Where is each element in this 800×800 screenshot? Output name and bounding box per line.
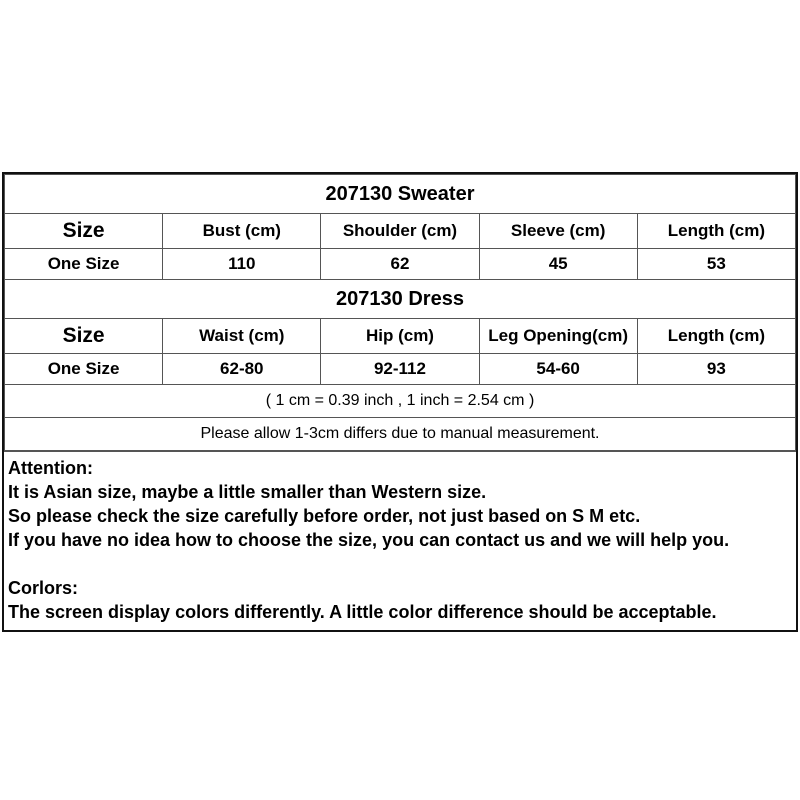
size-chart [2,172,798,632]
measurement-note: Please allow 1-3cm differs due to manual measurement. [5,418,796,451]
dress-hip-value: 92-112 [321,354,479,385]
sweater-table [4,174,796,451]
dress-header-hip: Hip (cm) [321,319,479,354]
sweater-header-shoulder: Shoulder (cm) [321,214,479,249]
dress-header-leg-opening: Leg Opening(cm) [479,319,637,354]
dress-header-waist: Waist (cm) [163,319,321,354]
sweater-sleeve-value: 45 [479,249,637,280]
sweater-header-length: Length (cm) [637,214,795,249]
attention-line-2: So please check the size carefully before order, not just based on S M etc. [8,506,641,526]
sweater-header-sleeve: Sleeve (cm) [479,214,637,249]
sweater-shoulder-value: 62 [321,249,479,280]
attention-section [4,451,796,630]
dress-header-row [5,319,796,354]
attention-line-1: It is Asian size, maybe a little smaller than Western size. [8,482,487,502]
dress-header-size: Size [5,319,163,354]
dress-waist-value: 62-80 [163,354,321,385]
dress-value-row [5,354,796,385]
sweater-header-size: Size [5,214,163,249]
sweater-length-value: 53 [637,249,795,280]
attention-line-3: If you have no idea how to choose the size, you can contact us and we will help you. [8,530,730,550]
sweater-size-value: One Size [5,249,163,280]
sweater-header-bust: Bust (cm) [163,214,321,249]
conversion-note: ( 1 cm = 0.39 inch , 1 inch = 2.54 cm ) [5,385,796,418]
dress-title: 207130 Dress [5,280,796,319]
dress-length-value: 93 [637,354,795,385]
colors-line: The screen display colors differently. A little color difference should be acceptable. [8,602,717,622]
dress-header-length: Length (cm) [637,319,795,354]
attention-heading: Attention: [8,458,93,478]
sweater-bust-value: 110 [163,249,321,280]
sweater-value-row [5,249,796,280]
sweater-title: 207130 Sweater [5,175,796,214]
dress-leg-opening-value: 54-60 [479,354,637,385]
dress-size-value: One Size [5,354,163,385]
sweater-header-row [5,214,796,249]
colors-heading: Corlors: [8,578,79,598]
section-spacer [8,552,792,576]
